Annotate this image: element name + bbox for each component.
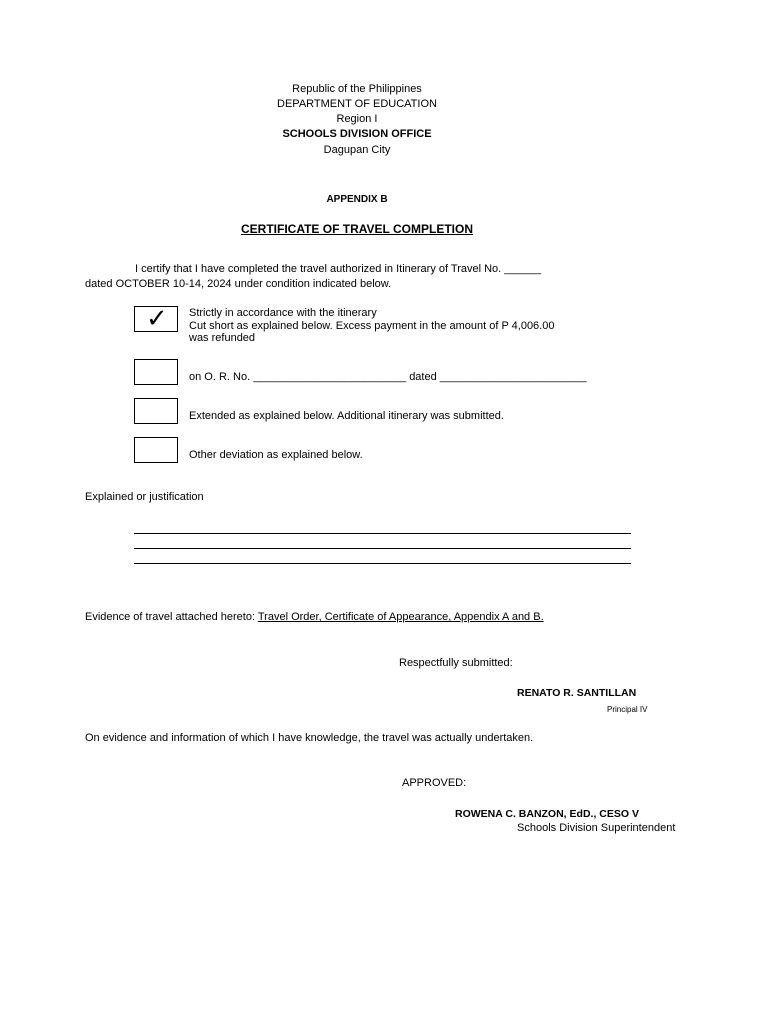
approved-label: APPROVED: xyxy=(402,777,467,789)
option-cut-short-text: Cut short as explained below. Excess payment in the amount of P 4,006.00 xyxy=(189,320,555,332)
approver-name: ROWENA C. BANZON, EdD., CESO V xyxy=(455,808,639,820)
option-itinerary-text: Strictly in accordance with the itinerary xyxy=(189,307,377,319)
justification-label: Explained or justification xyxy=(85,491,204,503)
check-mark-icon: ✓ xyxy=(146,304,168,334)
respectfully-submitted-label: Respectfully submitted: xyxy=(399,657,513,669)
header-republic: Republic of the Philippines xyxy=(292,83,422,95)
option-extended-text: Extended as explained below. Additional itinerary was submitted. xyxy=(189,410,504,422)
knowledge-statement: On evidence and information of which I have knowledge, the travel was actually undertaken. xyxy=(85,732,534,744)
justification-line xyxy=(134,563,631,564)
evidence-label: Evidence of travel attached hereto: xyxy=(85,611,258,623)
header-city: Dagupan City xyxy=(323,144,391,156)
option-other-deviation-text: Other deviation as explained below. xyxy=(189,449,363,461)
header-region: Region I xyxy=(336,113,378,125)
approver-position: Schools Division Superintendent xyxy=(517,822,676,834)
evidence-line xyxy=(85,611,544,623)
justification-line xyxy=(134,548,631,549)
submitter-position: Principal IV xyxy=(607,705,648,714)
option-or-number-text: on O. R. No. _________________________ dated ________________________ xyxy=(189,371,587,383)
checkbox-extended[interactable] xyxy=(134,398,178,424)
submitter-name: RENATO R. SANTILLAN xyxy=(517,687,637,699)
header-department: DEPARTMENT OF EDUCATION xyxy=(277,98,437,110)
checkbox-itinerary[interactable] xyxy=(134,306,178,332)
checkbox-or-number[interactable] xyxy=(134,359,178,385)
appendix-label: APPENDIX B xyxy=(326,194,388,205)
intro-line-2: dated OCTOBER 10-14, 2024 under condition indicated below. xyxy=(85,278,392,290)
option-refunded-text: was refunded xyxy=(189,332,256,344)
checkbox-other-deviation[interactable] xyxy=(134,437,178,463)
document-title: CERTIFICATE OF TRAVEL COMPLETION xyxy=(241,222,473,236)
intro-line-1: I certify that I have completed the travel authorized in Itinerary of Travel No. ______ xyxy=(135,263,541,275)
header-division-office: SCHOOLS DIVISION OFFICE xyxy=(282,128,432,140)
justification-line xyxy=(134,533,631,534)
evidence-value: Travel Order, Certificate of Appearance, Appendix A and B. xyxy=(257,611,544,623)
